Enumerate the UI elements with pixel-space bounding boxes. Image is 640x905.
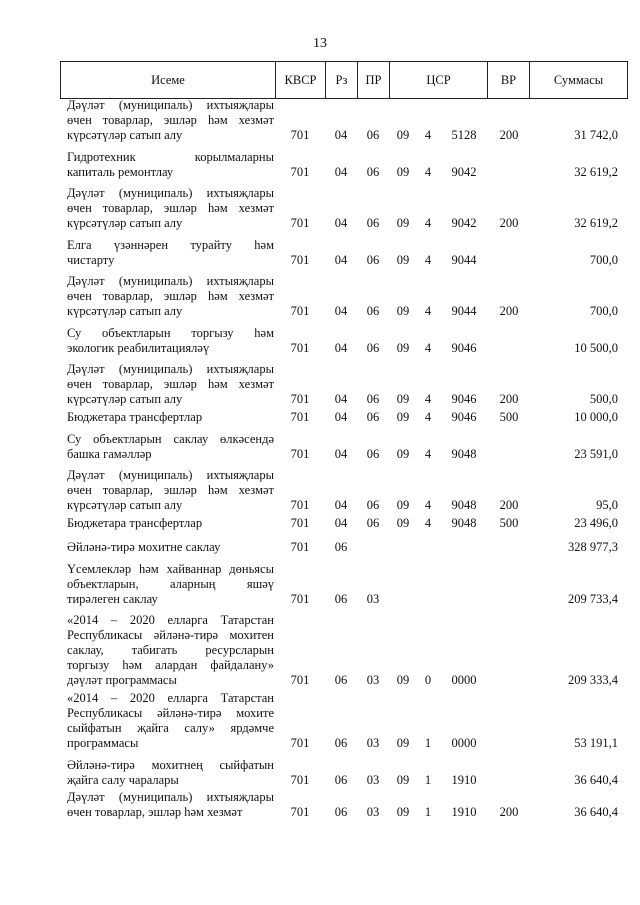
- cell-kvsr: 701: [290, 216, 310, 230]
- table-row: [0, 238, 640, 268]
- cell-pr: 03: [366, 592, 380, 606]
- cell-rz: 06: [334, 773, 348, 787]
- cell-vr: 200: [499, 392, 519, 406]
- cell-pr: 06: [366, 165, 380, 179]
- cell-kvsr: 701: [290, 410, 310, 424]
- row-name-line: Бюджетара трансфертлар: [67, 516, 203, 530]
- row-name-line: күрсәтүләр сатып алу: [67, 392, 183, 406]
- row-name-line: Дәүләт (муниципаль) ихтыяҗлары: [67, 186, 274, 200]
- cell-pr: 06: [366, 216, 380, 230]
- row-name-line: экологик реабилитацияләү: [67, 341, 210, 355]
- table-row: [0, 326, 640, 356]
- header-pr: ПР: [358, 62, 390, 98]
- cell-csr3: 9048: [451, 516, 477, 530]
- cell-csr2: 1: [424, 736, 432, 750]
- cell-sum: 328 977,3: [568, 540, 618, 554]
- cell-csr1: 09: [396, 498, 410, 512]
- cell-kvsr: 701: [290, 736, 310, 750]
- cell-pr: 03: [366, 805, 380, 819]
- cell-rz: 06: [334, 540, 348, 554]
- cell-pr: 06: [366, 253, 380, 267]
- table-header: [60, 61, 628, 99]
- row-name: [67, 362, 274, 407]
- cell-pr: 06: [366, 341, 380, 355]
- cell-csr3: 9046: [451, 410, 477, 424]
- page-number: 13: [313, 36, 327, 51]
- table-row: [0, 691, 640, 751]
- cell-csr2: 4: [424, 304, 432, 318]
- cell-csr2: 4: [424, 516, 432, 530]
- cell-sum: 36 640,4: [574, 805, 618, 819]
- header-sum: Суммасы: [553, 72, 604, 87]
- cell-kvsr: 701: [290, 128, 310, 142]
- cell-kvsr: 701: [290, 341, 310, 355]
- cell-kvsr: 701: [290, 673, 310, 687]
- header-name: Исеме: [61, 62, 276, 98]
- cell-vr: 200: [499, 304, 519, 318]
- row-name: [67, 613, 274, 688]
- cell-sum: 209 733,4: [568, 592, 618, 606]
- cell-csr1: 09: [396, 304, 410, 318]
- cell-csr2: 4: [424, 410, 432, 424]
- row-name-line: дәүләт программасы: [67, 673, 177, 687]
- cell-csr3: 1910: [451, 773, 477, 787]
- row-name-line: тирәлеген саклау: [67, 592, 158, 606]
- cell-pr: 06: [366, 447, 380, 461]
- table-row: [0, 410, 640, 425]
- cell-csr2: 4: [424, 216, 432, 230]
- cell-kvsr: 701: [290, 498, 310, 512]
- row-name: [67, 691, 274, 751]
- cell-sum: 36 640,4: [574, 773, 618, 787]
- cell-sum: 10 000,0: [574, 410, 618, 424]
- cell-pr: 06: [366, 410, 380, 424]
- cell-vr: 500: [499, 516, 519, 530]
- row-name-line: Су объектларын торгызу һәм: [67, 326, 274, 340]
- row-name-line: капиталь ремонтлау: [67, 165, 174, 179]
- row-name-line: өчен товарлар, эшләр һәм хезмәт: [67, 483, 274, 497]
- cell-csr3: 0000: [451, 736, 477, 750]
- row-name-line: күрсәтүләр сатып алу: [67, 304, 183, 318]
- row-name-line: өчен товарлар, эшләр һәм хезмәт: [67, 805, 243, 819]
- row-name-line: «2014 – 2020 елларга Татарстан: [67, 613, 274, 627]
- table-row: [0, 432, 640, 462]
- row-name-line: Гидротехник корылмаларны: [67, 150, 274, 164]
- header-csr: ЦСР: [390, 62, 488, 98]
- cell-csr2: 1: [424, 773, 432, 787]
- header-kvsr: КВСР: [276, 62, 326, 98]
- row-name-line: чистарту: [67, 253, 115, 267]
- row-name-line: Әйләнә-тирә мохитне саклау: [67, 540, 221, 554]
- table-row: [0, 540, 640, 555]
- cell-sum: 700,0: [589, 253, 618, 267]
- cell-csr2: 4: [424, 253, 432, 267]
- cell-csr1: 09: [396, 805, 410, 819]
- row-name-line: Елга үзәннәрен турайту һәм: [67, 238, 274, 252]
- cell-kvsr: 701: [290, 392, 310, 406]
- row-name-line: саклау, табигать ресурсларын: [67, 643, 274, 657]
- cell-rz: 06: [334, 673, 348, 687]
- cell-csr2: 4: [424, 128, 432, 142]
- cell-csr1: 09: [396, 410, 410, 424]
- cell-kvsr: 701: [290, 592, 310, 606]
- row-name-line: Су объектларын саклау өлкәсендә: [67, 432, 274, 446]
- cell-sum: 95,0: [596, 498, 618, 512]
- row-name: [67, 326, 274, 356]
- cell-csr1: 09: [396, 128, 410, 142]
- row-name-line: өчен товарлар, эшләр һәм хезмәт: [67, 201, 274, 215]
- table-row: [0, 790, 640, 820]
- row-name: [67, 186, 274, 231]
- row-name-line: программасы: [67, 736, 139, 750]
- cell-csr3: 1910: [451, 805, 477, 819]
- cell-vr: 200: [499, 216, 519, 230]
- cell-pr: 03: [366, 736, 380, 750]
- row-name-line: Дәүләт (муниципаль) ихтыяҗлары: [67, 274, 274, 288]
- cell-pr: 06: [366, 128, 380, 142]
- row-name-line: Дәүләт (муниципаль) ихтыяҗлары: [67, 468, 274, 482]
- cell-vr: 500: [499, 410, 519, 424]
- row-name-line: күрсәтүләр сатып алу: [67, 216, 183, 230]
- cell-csr2: 1: [424, 805, 432, 819]
- cell-kvsr: 701: [290, 516, 310, 530]
- cell-rz: 04: [334, 341, 348, 355]
- table-row: [0, 274, 640, 319]
- cell-pr: 06: [366, 392, 380, 406]
- cell-pr: 06: [366, 498, 380, 512]
- row-name: [67, 562, 274, 607]
- row-name-line: җайга салу чаралары: [67, 773, 179, 787]
- row-name-line: сыйфатын җайга салу» ярдәмче: [67, 721, 274, 735]
- row-name: [67, 468, 274, 513]
- cell-kvsr: 701: [290, 805, 310, 819]
- table-row: [0, 758, 640, 788]
- row-name: [67, 238, 274, 268]
- row-name: [67, 98, 274, 143]
- row-name-line: Үсемлекләр һәм хайваннар дөньясы: [67, 562, 274, 576]
- cell-csr1: 09: [396, 392, 410, 406]
- cell-csr2: 4: [424, 498, 432, 512]
- row-name-line: күрсәтүләр сатып алу: [67, 498, 183, 512]
- cell-rz: 04: [334, 165, 348, 179]
- cell-rz: 04: [334, 304, 348, 318]
- cell-csr1: 09: [396, 253, 410, 267]
- cell-csr3: 5128: [451, 128, 477, 142]
- cell-csr2: 4: [424, 341, 432, 355]
- cell-rz: 06: [334, 805, 348, 819]
- row-name: [67, 540, 274, 555]
- cell-sum: 31 742,0: [574, 128, 618, 142]
- cell-sum: 209 333,4: [568, 673, 618, 687]
- cell-sum: 10 500,0: [574, 341, 618, 355]
- header-rz: Рз: [326, 62, 358, 98]
- cell-sum: 23 496,0: [574, 516, 618, 530]
- cell-sum: 32 619,2: [574, 165, 618, 179]
- row-name-line: «2014 – 2020 елларга Татарстан: [67, 691, 274, 705]
- cell-csr2: 4: [424, 165, 432, 179]
- cell-rz: 04: [334, 253, 348, 267]
- row-name-line: өчен товарлар, эшләр һәм хезмәт: [67, 113, 274, 127]
- cell-csr3: 9044: [451, 253, 477, 267]
- cell-sum: 32 619,2: [574, 216, 618, 230]
- cell-csr3: 9042: [451, 165, 477, 179]
- row-name: [67, 516, 274, 531]
- row-name-line: Бюджетара трансфертлар: [67, 410, 203, 424]
- cell-rz: 04: [334, 216, 348, 230]
- cell-csr3: 9044: [451, 304, 477, 318]
- row-name: [67, 758, 274, 788]
- cell-csr2: 4: [424, 447, 432, 461]
- row-name: [67, 410, 274, 425]
- cell-csr1: 09: [396, 773, 410, 787]
- cell-csr3: 9042: [451, 216, 477, 230]
- row-name-line: өчен товарлар, эшләр һәм хезмәт: [67, 377, 274, 391]
- row-name-line: объектларын, аларның яшәү: [67, 577, 274, 591]
- cell-csr1: 09: [396, 516, 410, 530]
- cell-csr1: 09: [396, 165, 410, 179]
- cell-kvsr: 701: [290, 447, 310, 461]
- row-name: [67, 790, 274, 820]
- row-name-line: Дәүләт (муниципаль) ихтыяҗлары: [67, 98, 274, 112]
- cell-rz: 06: [334, 736, 348, 750]
- cell-csr3: 9046: [451, 392, 477, 406]
- cell-kvsr: 701: [290, 165, 310, 179]
- cell-rz: 04: [334, 392, 348, 406]
- cell-csr3: 9048: [451, 498, 477, 512]
- table-row: [0, 516, 640, 531]
- header-vr: ВР: [488, 62, 530, 98]
- row-name-line: Дәүләт (муниципаль) ихтыяҗлары: [67, 362, 274, 376]
- table-row: [0, 468, 640, 513]
- cell-csr2: 4: [424, 392, 432, 406]
- row-name-line: Республикасы әйләнә-тирә мохите: [67, 706, 274, 720]
- row-name: [67, 274, 274, 319]
- cell-pr: 06: [366, 516, 380, 530]
- cell-sum: 53 191,1: [574, 736, 618, 750]
- cell-csr1: 09: [396, 447, 410, 461]
- row-name-line: торгызу һәм алардан файдалану»: [67, 658, 274, 672]
- cell-sum: 500,0: [589, 392, 618, 406]
- table-row: [0, 362, 640, 407]
- cell-sum: 700,0: [589, 304, 618, 318]
- cell-csr1: 09: [396, 341, 410, 355]
- row-name-line: өчен товарлар, эшләр һәм хезмәт: [67, 289, 274, 303]
- row-name-line: күрсәтүләр сатып алу: [67, 128, 183, 142]
- row-name-line: Әйләнә-тирә мохитнең сыйфатын: [67, 758, 274, 772]
- cell-pr: 03: [366, 773, 380, 787]
- row-name-line: башка гамәлләр: [67, 447, 152, 461]
- table-row: [0, 186, 640, 231]
- table-row: [0, 150, 640, 180]
- cell-pr: 03: [366, 673, 380, 687]
- cell-kvsr: 701: [290, 773, 310, 787]
- cell-rz: 04: [334, 128, 348, 142]
- cell-rz: 06: [334, 592, 348, 606]
- cell-csr3: 9048: [451, 447, 477, 461]
- cell-sum: 23 591,0: [574, 447, 618, 461]
- cell-csr1: 09: [396, 216, 410, 230]
- row-name-line: Республикасы әйләнә-тирә мохитен: [67, 628, 274, 642]
- cell-kvsr: 701: [290, 540, 310, 554]
- row-name-line: Дәүләт (муниципаль) ихтыяҗлары: [67, 790, 274, 804]
- table-row: [0, 613, 640, 688]
- cell-rz: 04: [334, 410, 348, 424]
- row-name: [67, 150, 274, 180]
- cell-kvsr: 701: [290, 253, 310, 267]
- row-name: [67, 432, 274, 462]
- cell-vr: 200: [499, 498, 519, 512]
- cell-vr: 200: [499, 805, 519, 819]
- cell-csr2: 0: [424, 673, 432, 687]
- table-row: [0, 562, 640, 607]
- table-row: [0, 98, 640, 143]
- cell-kvsr: 701: [290, 304, 310, 318]
- cell-rz: 04: [334, 498, 348, 512]
- cell-csr1: 09: [396, 736, 410, 750]
- cell-pr: 06: [366, 304, 380, 318]
- cell-rz: 04: [334, 447, 348, 461]
- cell-csr3: 9046: [451, 341, 477, 355]
- cell-csr1: 09: [396, 673, 410, 687]
- cell-csr3: 0000: [451, 673, 477, 687]
- cell-rz: 04: [334, 516, 348, 530]
- cell-vr: 200: [499, 128, 519, 142]
